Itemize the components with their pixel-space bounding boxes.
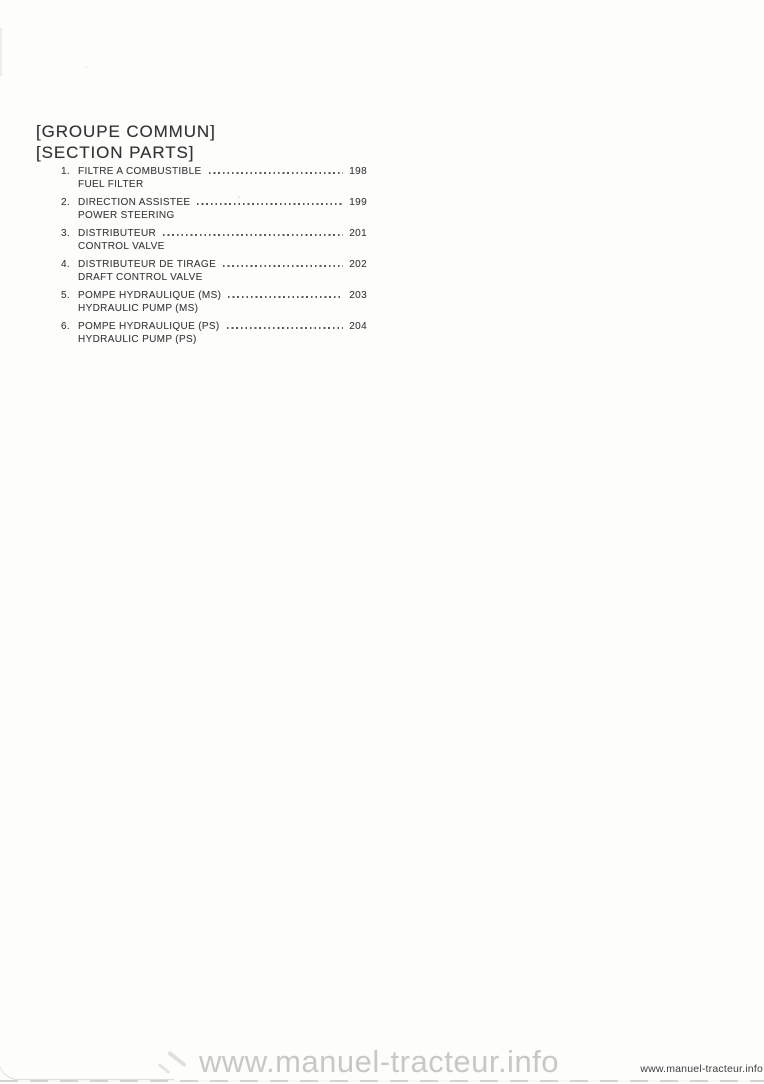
- toc-item-title-row: [61, 227, 367, 240]
- dotted-leader: [163, 234, 343, 236]
- toc-item: [61, 196, 367, 222]
- toc-item-page-number: 204: [349, 321, 367, 332]
- toc-item-title-english: FUEL FILTER: [78, 179, 144, 190]
- toc-item-title-row: [61, 165, 367, 178]
- toc-item-number: 1.: [61, 166, 71, 177]
- toc-item-title-row: [61, 196, 367, 209]
- toc-item-title-french: DISTRIBUTEUR: [78, 228, 157, 239]
- toc-item-number: 2.: [61, 197, 71, 208]
- toc-item-page-number: 198: [349, 166, 367, 177]
- toc-item-title-english: DRAFT CONTROL VALVE: [78, 272, 203, 283]
- toc-item-title-french: POMPE HYDRAULIQUE (PS): [78, 321, 220, 332]
- heading-section-parts: [SECTION PARTS]: [36, 143, 195, 162]
- scan-artifact-bottom-edge: [0, 1080, 764, 1082]
- dotted-leader: [197, 203, 343, 205]
- toc-item-number: 4.: [61, 259, 71, 270]
- toc-item-title-french: DISTRIBUTEUR DE TIRAGE: [78, 259, 217, 270]
- toc-item-title-english: HYDRAULIC PUMP (MS): [78, 303, 199, 314]
- watermark-center: www.manuel-tracteur.info: [199, 1044, 560, 1079]
- page-title: [36, 121, 216, 163]
- toc-item-page-number: 202: [349, 259, 367, 270]
- watermark-bottom-right: www.manuel-tracteur.info: [640, 1063, 763, 1075]
- heading-groupe-commun: [GROUPE COMMUN]: [36, 122, 216, 141]
- scan-artifact-left-edge: [0, 28, 2, 76]
- table-of-contents: [61, 165, 367, 351]
- toc-item-title-french: DIRECTION ASSISTEE: [78, 197, 191, 208]
- dotted-leader: [227, 327, 344, 329]
- toc-item: [61, 165, 367, 191]
- toc-item-number: 5.: [61, 290, 71, 301]
- dotted-leader: [228, 296, 343, 298]
- toc-item: [61, 227, 367, 253]
- toc-item-title-english: CONTROL VALVE: [78, 241, 165, 252]
- toc-item-title-english: POWER STEERING: [78, 210, 175, 221]
- dotted-leader: [223, 265, 343, 267]
- scan-artifact-page-corner: [0, 1058, 174, 1080]
- toc-item-page-number: 199: [349, 197, 367, 208]
- toc-item: [61, 289, 367, 315]
- toc-item-title-english: HYDRAULIC PUMP (PS): [78, 334, 197, 345]
- toc-item-title-french: POMPE HYDRAULIQUE (MS): [78, 290, 222, 301]
- toc-item-title-row: [61, 258, 367, 271]
- scan-speck: [85, 66, 87, 68]
- dotted-leader: [209, 172, 344, 174]
- toc-item-number: 3.: [61, 228, 71, 239]
- toc-item: [61, 258, 367, 284]
- toc-item-number: 6.: [61, 321, 71, 332]
- toc-item-title-row: [61, 320, 367, 333]
- toc-item: [61, 320, 367, 346]
- toc-item-title-row: [61, 289, 367, 302]
- toc-item-title-french: FILTRE A COMBUSTIBLE: [78, 166, 202, 177]
- toc-item-page-number: 203: [349, 290, 367, 301]
- toc-item-page-number: 201: [349, 228, 367, 239]
